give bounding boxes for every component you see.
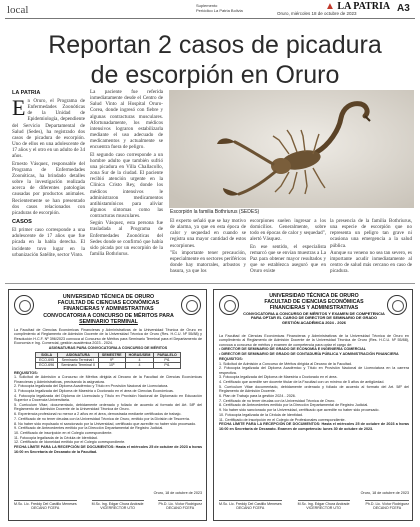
- photo-caption: Escorpión la familia Bothriurus (SEDES): [170, 209, 260, 215]
- notice-left: [8, 289, 207, 521]
- article-paragraph: La paciente fue referida inmediatamente desde el Centro de Salud Vinto al Hospital Oruro-Corea, donde ingresó con fiebre y algunas contracturas musculares. Afortunadamente, los médicos intensivos lograron estabilizarla mediante el uso adecuado de medicamentos y actualmente se encuentra fuera de peligro.: [90, 89, 163, 151]
- requirement-item: 2. Fotocopia legalizada del Diploma Académico y Título en Provisión Nacional de Licenciatura.: [14, 384, 169, 389]
- requirement-item: 10. Certificado de inscripción en el Colegio correspondiente.: [14, 431, 113, 436]
- notice-title-line: CONVOCATORIA A CONCURSO DE MÉRITOS PARA: [43, 312, 174, 319]
- requirement-item: 6. Experiencia profesional no menor a 2 años en el área, demostrada mediante certificados de trabajo.: [14, 412, 182, 417]
- section-divider: [5, 283, 415, 284]
- notice-right: [213, 289, 413, 521]
- notice-left-title: [36, 294, 181, 325]
- requirement-item: 3. Fotocopia legalizada del Diploma de Maestría o Doctorado en el área.: [219, 375, 338, 380]
- requirement-item: 11. Certificado de inscripción en el Colegio de Profesionales correspondiente.: [219, 417, 346, 422]
- requirements-title: REQUISITOS:: [14, 370, 38, 375]
- headline-line-2: de escorpión en Oruro: [90, 61, 340, 89]
- article-column-4: [250, 218, 326, 280]
- requirement-item: 4. Certificado que acredite ser docente titular de la Facultad con un mínimo de 5 años de antigüedad.: [219, 380, 385, 385]
- deadline: FECHA LÍMITE PARA LA RECEPCIÓN DE DOCUMENTOS: Hasta el miércoles 25 de octubre de 2023 a horas 16:00 en Secretaría de Decanato de la Facultad.: [14, 445, 202, 454]
- signature-role: DECANO FCEFA: [31, 505, 60, 510]
- notice-title-line: SEMINARIO TERMINAL: [79, 318, 138, 325]
- table-cell: Seminario Terminal I: [58, 357, 99, 362]
- requirement-item: 9. Certificado de Antecedentes emitido por la Dirección Departamental de Registro Judicial.: [14, 426, 164, 431]
- notice-title-line: FINANCIERAS Y ADMINISTRATIVAS: [63, 306, 154, 313]
- brand-name: LA PATRIA: [337, 1, 391, 12]
- column-header: SEMESTRE: [98, 352, 125, 357]
- requirements-title: REQUISITOS:: [219, 356, 243, 361]
- requirement-item: 2. Fotocopia legalizada del Diploma Académico y Título en Provisión Nacional de Licenciatura en la carrera respectiva.: [219, 366, 409, 375]
- requirement-item: 3. Fotocopia legalizada del Diploma de Maestría o Doctorado en el área de Ciencias Económicas.: [14, 389, 174, 394]
- article-column-1: [12, 98, 85, 280]
- signature-role: VICERRECTOR UTO: [100, 505, 135, 510]
- scorpion-icon: [169, 90, 414, 208]
- article-paragraph: En ese sentido, el especialista remarcó que se envían muestras a La Paz para obtener mayor resultados y que se establezca aseguró que en Oruro existe: [250, 243, 326, 275]
- requirement-item: 7. Certificado de no tener deudas con la Universidad Técnica de Oruro.: [219, 398, 336, 403]
- faculty-seal-icon: [181, 295, 201, 315]
- notice-title-line: CONVOCATORIA A CONCURSO DE MÉRITOS Y EXAMEN DE COMPETENCIA: [243, 310, 385, 316]
- notice-title-line: GESTIÓN ACADÉMICA 2024 - 2026: [282, 319, 346, 325]
- signature-block: [365, 500, 409, 510]
- article-paragraph: Según Vásquez, esta persona fue trasladada al Programa de Enfermedades Zoonóticas del Sedes donde se confirmó que había sido picada por un escorpión de la familia Bothriurus.: [90, 220, 163, 258]
- signature-block: [219, 500, 282, 510]
- deadline: FECHA LÍMITE PARA LA RECEPCIÓN DE DOCUMENTOS: Hasta el miércoles 25 de octubre de 2023 a horas 16:00 en Secretaría de Decanato. Examen de competencia: lunes 30 de octubre de 2023.: [219, 422, 409, 431]
- article-paragraph: "Es importante tener precaución, especialmente en sectores periféricos donde hay matorrales, arbustos y basura, ya que los: [170, 249, 246, 275]
- dateline: Oruro, miércoles 18 de octubre de 2023: [277, 11, 357, 16]
- table-row: [36, 363, 181, 368]
- signature-name: M.Sc. Ing. Edgar Chura Andrade: [91, 501, 144, 506]
- table-cell: Pt1: [154, 363, 181, 368]
- requirement-item: 6. Plan de Trabajo para la gestión 2024 - 2026.: [219, 393, 296, 398]
- signature-name: Ph.D. Lic. Víctor Rodríguez: [365, 501, 409, 506]
- requirement-item: 8. No haber sido expulsado ni sancionado por la Universidad, certificado que acredite no haber sido procesado.: [14, 421, 197, 426]
- article-paragraph: n Oruro, el Programa de Enfermedades Zoonóticas de la Unidad de Epidemiología, dependiente del Servicio Departamental de Salud (Sedes), ha registrado dos casos de picadura de escorpión. Uno de ellos en una adolescente de 17 años y el otro en un adulto de 34 años.: [12, 98, 85, 160]
- requirement-item: 5. Curriculum Vitae documentado, debidamente ordenado y foliado de acuerdo al formato del Art. 58º del Reglamento de Admisión Docente.: [219, 384, 409, 394]
- requirement-item: 11. Fotocopia legalizada de la Cédula de Identidad.: [14, 435, 98, 440]
- notice-title-line: PARA OPTAR EL CARGO DE DIRECTOR DE SEMINARIO DE GRADO: [250, 315, 378, 321]
- notice-left-body: [14, 328, 202, 490]
- university-seal-icon: [219, 295, 239, 315]
- table-cell: 4: [125, 357, 154, 362]
- column-header: HORAS/SEM: [125, 352, 154, 357]
- notice-right-place-date: Oruro, 18 de octubre de 2023: [360, 491, 409, 495]
- header-supplement-line: Suplemento: [196, 3, 218, 8]
- article-paragraph: El primer caso corresponde a una adolescente de 17 años que fue picada en la habla derecha. El incidente tuvo lugar en la urbanización Satélite, sector Vinto.: [12, 227, 85, 258]
- article-column-3: [170, 218, 246, 280]
- article-paragraph: la presencia de la familia Bothriurus, una especie de escorpión que no representa un peligro tan grave ni ocasiona una emergencia a la salud pública.: [330, 218, 412, 249]
- position-item: • DIRECTOR DE SEMINARIO DE GRADO DE ECONOMÍA E INGENIERÍA COMERCIAL: [219, 347, 367, 352]
- article-kicker: LA PATRIA: [12, 90, 41, 96]
- notice-intro: La Facultad de Ciencias Económicas Financieras y Administrativas de la Universidad Técnica de Oruro en cumplimiento al Reglamento de Admisión Docente de la Universidad Técnica de Oruro (Res. H.C.U. Nº 55/88), convoca a concurso de méritos y examen de competencia para optar el cargo de:: [219, 334, 409, 347]
- table-cell: 4: [125, 363, 154, 368]
- notice-left-place-date: Oruro, 18 de octubre de 2023: [153, 491, 202, 495]
- requirement-item: 10. Fotocopia legalizada de la Cédula de Identidad.: [219, 412, 304, 417]
- header-supplement-line: Periódico La Patria Bolivia: [196, 8, 243, 13]
- notice-title-line: UNIVERSIDAD TÉCNICA DE ORURO: [269, 293, 359, 299]
- signature-name: M.Sc. Lic. Freddy Del Castillo Meneses: [219, 501, 282, 506]
- signature-block: [298, 500, 350, 510]
- signature-block: [92, 500, 144, 510]
- signature-role: VICERRECTOR UTO: [306, 505, 341, 510]
- header-supplement: [196, 3, 243, 13]
- signature-name: M.Sc. Ing. Edgar Chura Andrade: [297, 501, 350, 506]
- headline: [20, 30, 410, 90]
- page-header: [0, 0, 420, 30]
- table-caption: ASIGNATURAS PARA CONVOCATORIA A CONCURSO DE MÉRITOS: [48, 345, 168, 350]
- notice-left-signatures: [14, 500, 202, 510]
- notice-title-line: UNIVERSIDAD TÉCNICA DE ORURO: [62, 294, 155, 300]
- article-paragraph: El segundo caso corresponde a un hombre adulto que también sufrió una picadura en Villa Challacollo, zona Sur de la ciudad. El paciente recibió atención urgente en la Clínica Cristo Rey, donde los médicos intensivos le administraron medicamentos antihistamínicos para aliviar algunos síntomas como las contracturas musculares.: [90, 151, 163, 220]
- drop-cap: E: [12, 98, 26, 120]
- subjects-table: [35, 352, 181, 369]
- requirement-item: 8. Certificado de Antecedentes emitido por la Dirección Departamental de Registro Judicial.: [219, 403, 369, 408]
- table-cell: 10º: [98, 363, 125, 368]
- signature-block: [158, 500, 202, 510]
- notice-right-signatures: [219, 500, 409, 510]
- signature-name: Ph.D. Lic. Víctor Rodríguez: [158, 501, 202, 506]
- notice-right-title: [241, 294, 387, 326]
- requirement-item: 12. Certificado de Idoneidad emitido por el Colegio correspondiente.: [14, 440, 126, 445]
- requirement-item: 1. Solicitud de Admisión a Concurso de Méritos dirigida al Decano de la Facultad.: [219, 361, 353, 366]
- article-paragraph: Ernesto Vásquez, responsable del Programa de Enfermedades Zoonóticas, ha brindado detalles sobre la investigación realizada acerca de diferentes patologías causadas por productos animales. Recientemente se han presentado dos casos relacionados con picaduras de escorpión.: [12, 160, 85, 216]
- notice-title-line: FINANCIERAS Y ADMINISTRATIVAS: [269, 304, 359, 311]
- requirement-item: 7. Certificado de no tener deudas con la Universidad Técnica de Oruro, emitido por la División de Tesorería.: [14, 416, 190, 421]
- scorpion-photo: [169, 90, 414, 208]
- headline-line-1: Reportan 2 casos de picadura: [48, 31, 382, 59]
- article-column-2: [90, 89, 163, 280]
- article-paragraph: El experto señaló que se hay motivo de alarma, ya que en esta época de calor y sequedad en cuando se registra una mayor cantidad de estos escorpiones.: [170, 218, 246, 249]
- notice-intro: La Facultad de Ciencias Económicas Financieras y Administrativas de la Universidad Técnica de Oruro en cumplimiento al Reglamento de Admisión Docente de la Universidad Técnica de Oruro (Res. H.C.U. Nº 55/88) y Resolución H.C.F. Nº 396/2023 convoca al Concurso de Méritos para Seminario Terminal para el Departamento de Economía e Ing. Comercial, gestión académica 2023 - 2024.: [14, 328, 202, 346]
- requirement-item: 5. Curriculum Vitae, documentado, debidamente ordenado y foliado de acuerdo al formato del Art. 58º del Reglamento de Admisión Docente de la Universidad Técnica de Oruro.: [14, 403, 202, 412]
- article-subhead: CASOS: [12, 218, 32, 225]
- table-cell: 9º: [98, 357, 125, 362]
- column-header: PARALELO: [154, 352, 181, 357]
- article-paragraph: escorpiones suelen ingresar a los domicilios. Generalmente, sobre todo en épocas de calor y sequedad", alertó Vásquez.: [250, 218, 326, 243]
- requirement-item: 4. Fotocopia legalizada del Diploma de Licenciado y Título en Provisión Nacional de Diplomado en Educación Superior o Docencia Universitaria.: [14, 393, 202, 403]
- article-paragraph: Aunque su veneno no sea tan severo, es importante acudir inmediatamente al centro de salud más cercano en caso de picadura.: [330, 249, 412, 275]
- column-header: SIGLA: [36, 352, 58, 357]
- requirement-item: 9. No haber sido sancionado por la Universidad, certificado que acredite no haber sido procesado.: [219, 408, 380, 413]
- brand-mark-icon: ▲: [325, 1, 335, 12]
- table-cell: Seminario Terminal II: [58, 363, 99, 368]
- table-cell: ECO-696: [36, 363, 58, 368]
- signature-role: DECANO FCEFA: [236, 505, 265, 510]
- signature-name: M.Sc. Lic. Freddy Del Castillo Meneses: [14, 501, 77, 506]
- notice-right-body: [219, 334, 409, 490]
- section-label: local: [7, 4, 29, 16]
- header-rule: [5, 18, 415, 19]
- position-item: • DIRECTOR DE SEMINARIO DE GRADO DE CONTADURÍA PÚBLICA Y ADMINISTRACIÓN FINANCIERA: [219, 352, 399, 357]
- column-header: ASIGNATURA: [58, 352, 99, 357]
- signature-role: DECANO FCEFA: [373, 505, 402, 510]
- signature-role: DECANO FCEFA: [166, 505, 195, 510]
- table-cell: ECO-695: [36, 357, 58, 362]
- university-seal-icon: [14, 295, 34, 315]
- notice-title-line: FACULTAD DE CIENCIAS ECONÓMICAS: [264, 298, 364, 305]
- signature-block: [14, 500, 77, 510]
- requirement-item: 1. Solicitud de Admisión a Concurso de Méritos dirigida al Decano de la Facultad de Ciencias Económicas Financieras y Administrativas, precisando la asignatura.: [14, 375, 202, 384]
- notice-title-line: FACULTAD DE CIENCIAS ECONÓMICAS: [57, 300, 160, 307]
- table-cell: Pt1: [154, 357, 181, 362]
- article-column-5: [330, 218, 412, 280]
- faculty-seal-icon: [387, 295, 407, 315]
- page-number: A3: [397, 3, 410, 14]
